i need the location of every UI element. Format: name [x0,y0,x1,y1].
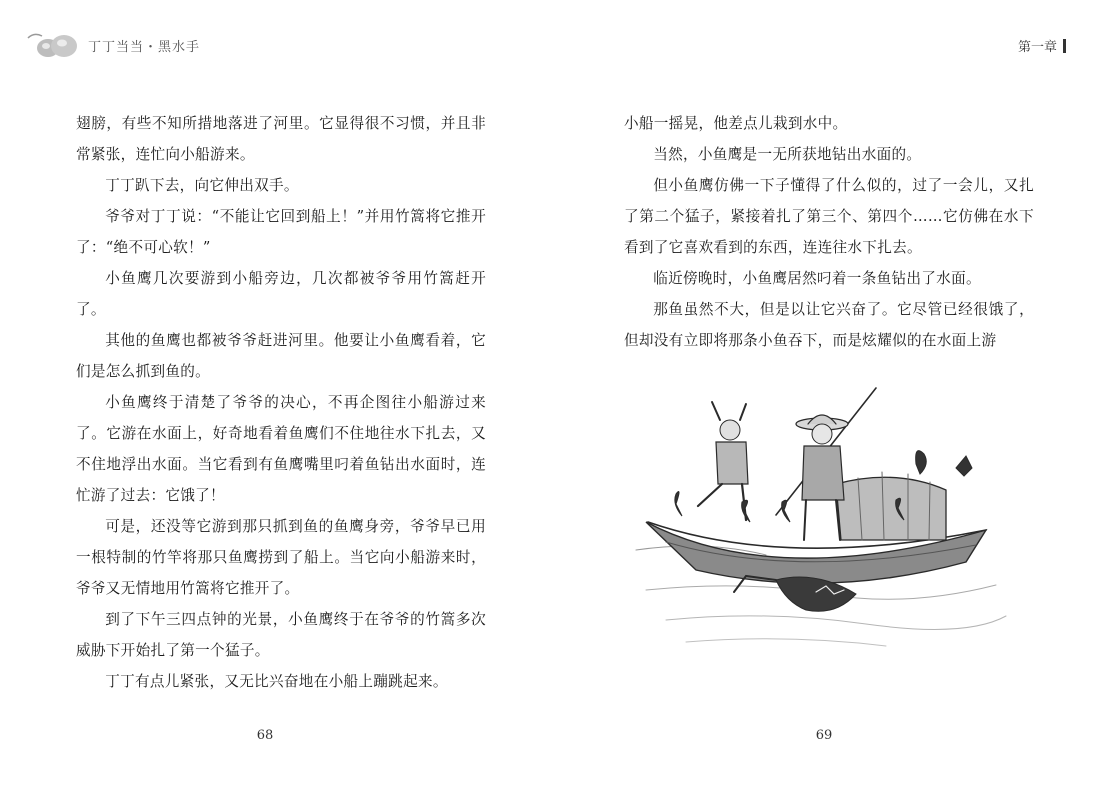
series-header [24,28,200,62]
chapter-label: 第一章 [1017,40,1057,55]
paragraph: 小鱼鹰几次要游到小船旁边，几次都被爷爷用竹篙赶开了。 [76,270,486,318]
series-title: 丁丁当当・黑水手 [88,39,201,55]
paragraph: 但小鱼鹰仿佛一下子懂得了什么似的，过了一会儿，又扎了第二个猛子，紧接着扎了第三个、第四个……它仿佛在水下看到了它喜欢看到的东西，连连往水下扎去。 [624,177,1034,256]
left-body-text [76,108,486,697]
gourd-logo-icon [24,28,82,62]
paragraph: 当然，小鱼鹰是一无所获地钻出水面的。 [653,146,922,163]
page-number-left: 68 [256,728,274,743]
paragraph: 那鱼虽然不大，但是以让它兴奋了。它尽管已经很饿了，但却没有立即将那条小鱼吞下，而是炫耀似的在水面上游 [624,301,1034,349]
paragraph: 丁丁趴下去，向它伸出双手。 [105,177,299,194]
paragraph: 小鱼鹰终于清楚了爷爷的决心，不再企图往小船游过来了。它游在水面上，好奇地看着鱼鹰们不住地往水下扎去，又不住地浮出水面。当它看到有鱼鹰嘴里叼着鱼钻出水面时，连忙游了过去：它饿了！ [76,394,486,504]
right-body-text [624,108,1034,356]
paragraph: 可是，还没等它游到那只抓到鱼的鱼鹰身旁，爷爷早已用一根特制的竹竿将那只鱼鹰捞到了船上。当它向小船游来时，爷爷又无情地用竹篙将它推开了。 [76,518,486,597]
paragraph: 到了下午三四点钟的光景，小鱼鹰终于在爷爷的竹篙多次威胁下开始扎了第一个猛子。 [76,611,486,659]
boat-cormorant-illustration [626,380,1012,662]
paragraph: 丁丁有点儿紧张，又无比兴奋地在小船上蹦跳起来。 [105,673,448,690]
chapter-marker-bar [1063,39,1066,53]
paragraph: 爷爷对丁丁说：“不能让它回到船上！”并用竹篙将它推开了：“绝不可心软！” [76,208,486,256]
paragraph: 翅膀，有些不知所措地落进了河里。它显得很不习惯，并且非常紧张，连忙向小船游来。 [76,115,486,163]
paragraph: 其他的鱼鹰也都被爷爷赶进河里。他要让小鱼鹰看着，它们是怎么抓到鱼的。 [76,332,486,380]
chapter-header [1018,36,1066,55]
paragraph: 小船一摇晃，他差点儿栽到水中。 [624,115,848,132]
right-page [548,0,1096,786]
paragraph: 临近傍晚时，小鱼鹰居然叼着一条鱼钻出了水面。 [653,270,981,287]
page-number-right: 69 [815,728,833,743]
